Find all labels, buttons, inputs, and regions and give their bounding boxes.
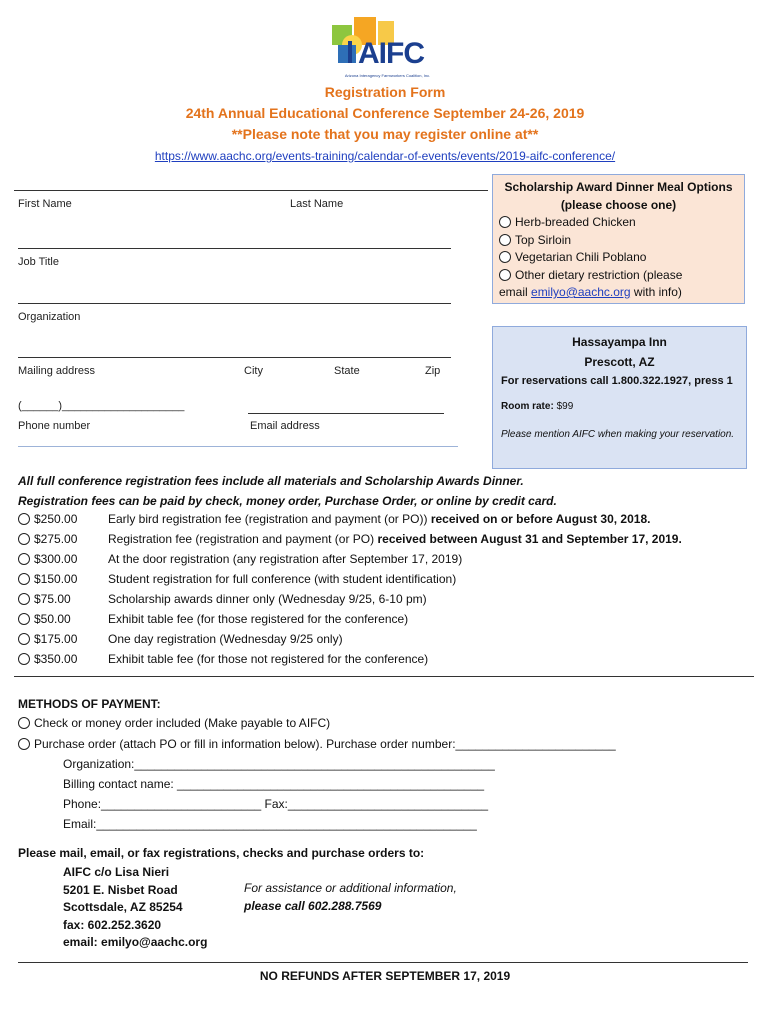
email-address-label: Email address xyxy=(250,420,320,432)
meal-option-sirloin[interactable]: Top Sirloin xyxy=(499,232,738,250)
fee-option[interactable] xyxy=(18,632,738,652)
hotel-name: Hassayampa Inn xyxy=(572,335,667,349)
phone-number-label: Phone number xyxy=(18,420,91,432)
fee-description: Exhibit table fee (for those registered for the conference) xyxy=(108,612,409,626)
fee-option[interactable] xyxy=(18,512,738,532)
fee-amount: $300.00 xyxy=(18,552,77,566)
radio-icon[interactable] xyxy=(18,573,30,585)
city-label: City xyxy=(244,365,263,377)
job-title-field[interactable] xyxy=(18,303,451,304)
state-label: State xyxy=(334,365,360,377)
fee-amount: $275.00 xyxy=(18,532,77,546)
fee-option[interactable] xyxy=(18,532,738,552)
mail-line-name: AIFC c/o Lisa Nieri xyxy=(63,865,170,879)
mail-line-street: 5201 E. Nisbet Road xyxy=(63,882,178,897)
no-refunds-notice: NO REFUNDS AFTER SEPTEMBER 17, 2019 xyxy=(259,969,511,983)
radio-icon[interactable] xyxy=(499,269,511,281)
top-divider xyxy=(14,190,488,191)
logo-text: AIFC xyxy=(358,37,424,70)
job-title-label: Job Title xyxy=(18,256,59,268)
po-organization-field[interactable]: Organization:______________________________________________________ xyxy=(63,757,495,771)
fee-description: Exhibit table fee (for those not registered for the conference) xyxy=(108,652,429,666)
fee-option[interactable] xyxy=(18,552,738,572)
footer-divider xyxy=(18,962,748,963)
fee-option[interactable] xyxy=(18,572,738,592)
radio-icon[interactable] xyxy=(18,513,30,525)
mailing-address-label: Mailing address xyxy=(18,365,96,377)
hotel-city: Prescott, AZ xyxy=(584,355,655,369)
payment-po-option[interactable]: Purchase order (attach PO or fill in information below). Purchase order number:________________________ xyxy=(18,737,616,751)
fee-amount: $250.00 xyxy=(18,512,77,526)
organization-field[interactable] xyxy=(18,357,451,358)
mail-title: Please mail, email, or fax registrations, checks and purchase orders to: xyxy=(18,846,425,860)
radio-icon[interactable] xyxy=(18,613,30,625)
radio-icon[interactable] xyxy=(499,251,511,263)
fee-option[interactable] xyxy=(18,612,738,632)
fee-description: Student registration for full conference (with student identification) xyxy=(108,572,457,586)
organization-label: Organization xyxy=(18,311,81,323)
fee-amount: $75.00 xyxy=(18,592,71,606)
mail-line-email: email: emilyo@aachc.org xyxy=(63,935,208,949)
meal-option-chicken[interactable]: Herb-breaded Chicken xyxy=(499,214,738,232)
phone-field[interactable]: (______)____________________ xyxy=(18,400,185,412)
fees-divider xyxy=(14,676,754,677)
radio-icon[interactable] xyxy=(18,633,30,645)
registration-link[interactable]: https://www.aachc.org/events-training/calendar-of-events/events/2019-aifc-conference/ xyxy=(154,149,616,163)
online-note: **Please note that you may register online at** xyxy=(231,126,539,142)
fee-amount: $175.00 xyxy=(18,632,77,646)
fee-option[interactable] xyxy=(18,652,738,672)
fee-description: At the door registration (any registration after September 17, 2019) xyxy=(108,552,463,566)
hotel-box xyxy=(492,326,747,469)
fee-amount: $50.00 xyxy=(18,612,71,626)
payment-check-option[interactable]: Check or money order included (Make payable to AIFC) xyxy=(18,716,330,730)
hotel-reservations: For reservations call 1.800.322.1927, press 1 xyxy=(501,375,733,387)
meal-options-title: Scholarship Award Dinner Meal Options xyxy=(504,180,733,194)
radio-icon[interactable] xyxy=(499,234,511,246)
radio-icon[interactable] xyxy=(18,553,30,565)
fee-description: Early bird registration fee (registration and payment (or PO)) received on or before August 30, 2018. xyxy=(108,512,651,526)
logo xyxy=(330,15,445,81)
meal-email-line: email emilyo@aachc.org with info) xyxy=(499,285,682,299)
fees-intro-2: Registration fees can be paid by check, money order, Purchase Order, or online by credit card. xyxy=(18,494,557,508)
meal-option-other[interactable]: Other dietary restriction (please xyxy=(499,267,738,285)
first-name-label: First Name xyxy=(18,198,72,210)
mail-address-block xyxy=(63,864,207,952)
fee-description: Scholarship awards dinner only (Wednesday 9/25, 6-10 pm) xyxy=(108,592,427,606)
meal-options-subtitle: (please choose one) xyxy=(560,197,677,212)
hotel-mention: Please mention AIFC when making your reservation. xyxy=(501,429,735,440)
payment-title: METHODS OF PAYMENT: xyxy=(18,697,161,711)
radio-icon[interactable] xyxy=(18,717,30,729)
zip-label: Zip xyxy=(425,365,441,377)
radio-icon[interactable] xyxy=(18,738,30,750)
po-email-field[interactable]: Email:_________________________________________________________ xyxy=(63,817,477,831)
po-billing-field[interactable]: Billing contact name: ______________________________________________ xyxy=(63,777,485,791)
email-field[interactable] xyxy=(248,413,444,414)
radio-icon[interactable] xyxy=(18,533,30,545)
assist-line-1: For assistance or additional information, xyxy=(244,881,457,895)
fee-description: Registration fee (registration and payment (or PO) received between August 31 and September 17, 2019. xyxy=(108,532,682,546)
assist-line-2: please call 602.288.7569 xyxy=(244,899,382,913)
po-phone-fax-field[interactable]: Phone:________________________ Fax:______________________________ xyxy=(63,797,489,811)
meal-options-box xyxy=(492,174,745,304)
mail-line-fax: fax: 602.252.3620 xyxy=(63,917,162,932)
meal-option-vegetarian[interactable]: Vegetarian Chili Poblano xyxy=(499,249,738,267)
address-divider xyxy=(18,446,458,447)
fee-amount: $350.00 xyxy=(18,652,77,666)
room-rate: Room rate: $99 xyxy=(501,401,574,412)
fee-option[interactable] xyxy=(18,592,738,612)
logo-tagline: Arizona Interagency Farmworkers Coalition, Inc. xyxy=(344,73,431,78)
fees-intro-1: All full conference registration fees include all materials and Scholarship Awards Dinner. xyxy=(18,474,524,488)
last-name-label: Last Name xyxy=(290,198,344,210)
meal-email-link[interactable]: emilyo@aachc.org xyxy=(531,285,631,299)
radio-icon[interactable] xyxy=(18,593,30,605)
mail-line-city: Scottsdale, AZ 85254 xyxy=(63,900,183,914)
radio-icon[interactable] xyxy=(499,216,511,228)
form-title: Registration Form xyxy=(324,84,446,100)
conference-title: 24th Annual Educational Conference September 24-26, 2019 xyxy=(185,105,585,121)
name-field[interactable] xyxy=(18,248,451,249)
radio-icon[interactable] xyxy=(18,653,30,665)
fee-amount: $150.00 xyxy=(18,572,77,586)
fee-description: One day registration (Wednesday 9/25 only) xyxy=(108,632,343,646)
